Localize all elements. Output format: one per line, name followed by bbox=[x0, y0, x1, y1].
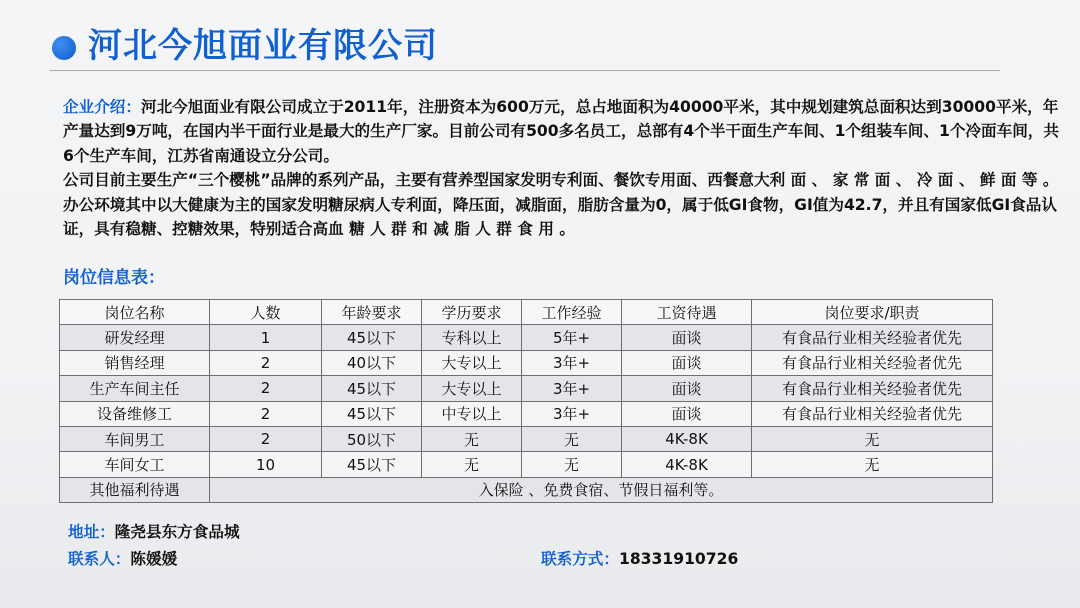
cell-age: 45以下 bbox=[322, 376, 422, 401]
cell-requirements: 有食品行业相关经验者优先 bbox=[752, 401, 993, 426]
cell-experience: 3年+ bbox=[522, 376, 622, 401]
header-age: 年龄要求 bbox=[322, 300, 422, 325]
cell-salary: 4K-8K bbox=[622, 426, 752, 451]
cell-age: 40以下 bbox=[322, 350, 422, 375]
cell-requirements: 有食品行业相关经验者优先 bbox=[752, 325, 993, 350]
title-divider bbox=[50, 70, 1000, 71]
page-title: 河北今旭面业有限公司 bbox=[88, 26, 438, 66]
cell-headcount: 1 bbox=[210, 325, 322, 350]
phone-label: 联系方式： bbox=[541, 550, 619, 568]
table-row bbox=[60, 452, 993, 477]
contact-person-label: 联系人： bbox=[68, 550, 131, 568]
cell-education: 专科以上 bbox=[422, 325, 522, 350]
address-line bbox=[68, 520, 240, 542]
cell-salary: 面谈 bbox=[622, 350, 752, 375]
header-position: 岗位名称 bbox=[60, 300, 210, 325]
cell-position: 销售经理 bbox=[60, 350, 210, 375]
benefits-label: 其他福利待遇 bbox=[60, 477, 210, 502]
cell-experience: 5年+ bbox=[522, 325, 622, 350]
cell-headcount: 2 bbox=[210, 426, 322, 451]
header-requirements: 岗位要求/职责 bbox=[752, 300, 993, 325]
cell-experience: 3年+ bbox=[522, 401, 622, 426]
cell-age: 45以下 bbox=[322, 401, 422, 426]
address-value: 隆尧县东方食品城 bbox=[114, 523, 240, 541]
cell-experience: 3年+ bbox=[522, 350, 622, 375]
table-row bbox=[60, 426, 993, 451]
cell-experience: 无 bbox=[522, 426, 622, 451]
cell-requirements: 无 bbox=[752, 452, 993, 477]
intro-products: 公司目前主要生产“三个樱桃”品牌的系列产品，主要有营养型国家发明专利面、餐饮专用面、西餐意大利 面 、 家 常 面 、 冷 面 、 鲜 面 等 。 办公环境其中以大健康为主的国家发明糖尿病人专利面，降压面，减脂面，脂肪含量为0，属于低GI食物，GI值为42.7，并且有国家低GI食品认证，具有稳糖、控糖效果，特别适合高血 糖 人 群 和 减 脂 人 群 食 用 。 bbox=[63, 171, 1059, 239]
cell-salary: 面谈 bbox=[622, 325, 752, 350]
cell-education: 大专以上 bbox=[422, 376, 522, 401]
cell-headcount: 2 bbox=[210, 376, 322, 401]
table-header-row bbox=[60, 300, 993, 325]
benefits-row bbox=[60, 477, 993, 502]
cell-age: 45以下 bbox=[322, 452, 422, 477]
cell-headcount: 2 bbox=[210, 350, 322, 375]
cell-experience: 无 bbox=[522, 452, 622, 477]
cell-position: 研发经理 bbox=[60, 325, 210, 350]
phone-value: 18331910726 bbox=[618, 550, 739, 568]
cell-education: 中专以上 bbox=[422, 401, 522, 426]
phone-line bbox=[541, 547, 738, 569]
contact-person-line bbox=[68, 547, 177, 569]
header-headcount: 人数 bbox=[210, 300, 322, 325]
cell-salary: 面谈 bbox=[622, 401, 752, 426]
cell-education: 大专以上 bbox=[422, 350, 522, 375]
intro-body: 河北今旭面业有限公司成立于2011年，注册资本为600万元，总占地面积为40000平米，其中规划建筑总面积达到30000平米，年产量达到9万吨，在国内半干面行业是最大的生产厂家。目前公司有500多名员工，总部有4个半干面生产车间、1个组装车间、1个冷面车间，共6个生产车间，江苏省南通设立分公司。 bbox=[63, 98, 1059, 165]
address-label: 地址： bbox=[68, 523, 115, 541]
cell-requirements: 有食品行业相关经验者优先 bbox=[752, 376, 993, 401]
header-experience: 工作经验 bbox=[522, 300, 622, 325]
cell-education: 无 bbox=[422, 452, 522, 477]
benefits-value: 入保险 、免费食宿、节假日福利等。 bbox=[210, 477, 993, 502]
contact-person-value: 陈媛媛 bbox=[130, 550, 178, 568]
table-row bbox=[60, 376, 993, 401]
cell-age: 45以下 bbox=[322, 325, 422, 350]
table-row bbox=[60, 325, 993, 350]
jobs-table bbox=[59, 299, 993, 503]
header-education: 学历要求 bbox=[422, 300, 522, 325]
cell-position: 车间男工 bbox=[60, 426, 210, 451]
cell-education: 无 bbox=[422, 426, 522, 451]
company-intro bbox=[63, 95, 1068, 241]
header-salary: 工资待遇 bbox=[622, 300, 752, 325]
cell-requirements: 有食品行业相关经验者优先 bbox=[752, 350, 993, 375]
cell-salary: 面谈 bbox=[622, 376, 752, 401]
cell-salary: 4K-8K bbox=[622, 452, 752, 477]
cell-headcount: 10 bbox=[210, 452, 322, 477]
table-row bbox=[60, 350, 993, 375]
cell-position: 设备维修工 bbox=[60, 401, 210, 426]
intro-label: 企业介绍： bbox=[63, 98, 141, 116]
table-row bbox=[60, 401, 993, 426]
cell-requirements: 无 bbox=[752, 426, 993, 451]
title-bullet-icon bbox=[52, 36, 76, 60]
cell-position: 车间女工 bbox=[60, 452, 210, 477]
cell-age: 50以下 bbox=[322, 426, 422, 451]
cell-headcount: 2 bbox=[210, 401, 322, 426]
jobs-section-label: 岗位信息表： bbox=[63, 268, 165, 288]
cell-position: 生产车间主任 bbox=[60, 376, 210, 401]
